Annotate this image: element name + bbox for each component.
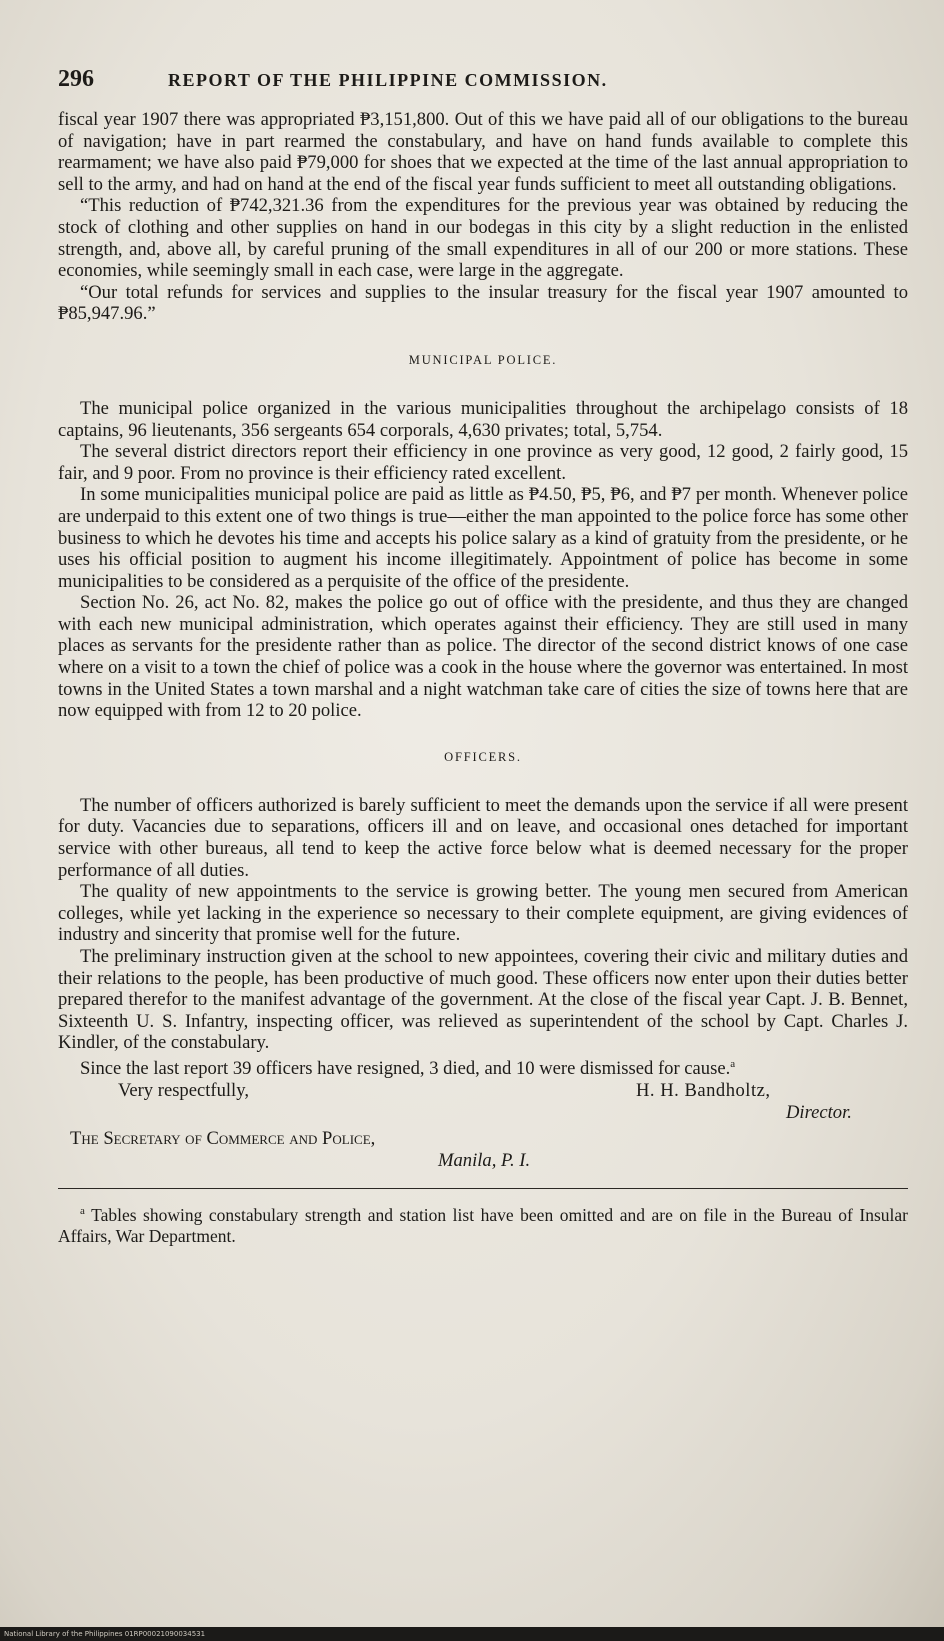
signer-name: H. H. Bandholtz,	[636, 1079, 771, 1101]
paragraph: fiscal year 1907 there was appropriated ₱3,151,800. Out of this we have paid all of our obligations to the bureau of navigation; have in part rearmed the constabulary, and have on hand funds available to complete this rearmament; we have also paid ₱79,000 for shoes that we expected at the time of the last annual appropriation to sell to the army, and had on hand at the end of the fiscal year funds sufficient to meet all outstanding obligations.	[58, 109, 908, 195]
paragraph: The several district directors report their efficiency in one province as very good, 12 good, 2 fairly good, 15 fair, and 9 poor. From no province is their efficiency rated excellent.	[58, 441, 908, 484]
footnote-divider	[58, 1188, 908, 1189]
paragraph: Section No. 26, act No. 82, makes the police go out of office with the presidente, and thus they are changed with each new municipal administration, which operates against their efficiency. They are still used in many places as servants for the presidente rather than as police. The director of the second district knows of one case where on a visit to a town the chief of police was a cook in the house where the governor was entertained. In most towns in the United States a town marshal and a night watchman take care of cities the size of towns here that are now equipped with from 12 to 20 police.	[58, 592, 908, 722]
paragraph: In some municipalities municipal police are paid as little as ₱4.50, ₱5, ₱6, and ₱7 per month. Whenever police are underpaid to this extent one of two things is true—either the man appointed to the police force has some other business to which he devotes his time and accepts his police salary as a kind of gratuity from the presidente, or he uses his official position to augment his income illegitimately. Appointment of police has become in some municipalities to be considered as a perquisite of the office of the presidente.	[58, 484, 908, 592]
addressee: The Secretary of Commerce and Police,	[70, 1127, 376, 1149]
footnote-text: Tables showing constabulary strength and station list have been omitted and are on file in the Bureau of Insular Affairs, War Department.	[58, 1204, 909, 1246]
footnote-marker: a	[80, 1204, 85, 1217]
running-title: REPORT OF THE PHILIPPINE COMMISSION.	[168, 70, 608, 90]
section-heading-municipal-police: MUNICIPAL POLICE.	[408, 352, 558, 367]
signer-title: Director.	[786, 1101, 852, 1123]
paragraph: The quality of new appointments to the service is growing better. The young men secured from American colleges, while yet lacking in the experience so necessary to their complete equipment, are giving evidences of industry and sincerity that promise well for the future.	[58, 881, 908, 946]
paragraph: “This reduction of ₱742,321.36 from the expenditures for the previous year was obtained by reducing the stock of clothing and other supplies on hand in our bodegas in this city by a slight reduction in the enlisted strength, and, above all, by careful pruning of the small expenditures in all of our 200 or more stations. These economies, while seemingly small in each case, were large in the aggregate.	[58, 195, 908, 282]
paragraph: The preliminary instruction given at the school to new appointees, covering their civic and military duties and their relations to the people, has been productive of much good. These officers now enter upon their duties better prepared therefor to the manifest advantage of the government. At the close of the fiscal year Capt. J. B. Bennet, Sixteenth U. S. Infantry, inspecting officer, was relieved as superintendent of the school by Capt. Charles J. Kindler, of the constabulary.	[58, 946, 908, 1054]
place: Manila, P. I.	[438, 1149, 531, 1171]
footnote-reference: a	[730, 1057, 736, 1070]
paragraph-with-footnote-ref	[58, 1054, 908, 1080]
paragraph-text: Since the last report 39 officers have resigned, 3 died, and 10 were dismissed for cause.	[80, 1058, 731, 1080]
closing-block	[58, 1080, 908, 1172]
page-content	[58, 56, 908, 1247]
paragraph: “Our total refunds for services and supplies to the insular treasury for the fiscal year 1907 amounted to ₱85,947.96.”	[58, 281, 908, 325]
page-header	[58, 66, 908, 93]
valediction: Very respectfully,	[118, 1079, 249, 1101]
footnote	[58, 1201, 908, 1247]
paragraph: The number of officers authorized is barely sufficient to meet the demands upon the service if all were present for duty. Vacancies due to separations, officers ill and on leave, and occasional ones detached for important service with other bureaus, all tend to keep the active force below what is deemed necessary for the proper performance of all duties.	[58, 794, 908, 881]
scan-credit-strip: National Library of the Philippines 01RP00021090034531	[0, 1627, 944, 1641]
section-heading-officers: OFFICERS.	[444, 749, 522, 764]
paragraph: The municipal police organized in the various municipalities throughout the archipelago consists of 18 captains, 96 lieutenants, 356 sergeants 654 corporals, 4,630 privates; total, 5,754.	[58, 397, 908, 441]
page-number: 296	[58, 66, 94, 92]
